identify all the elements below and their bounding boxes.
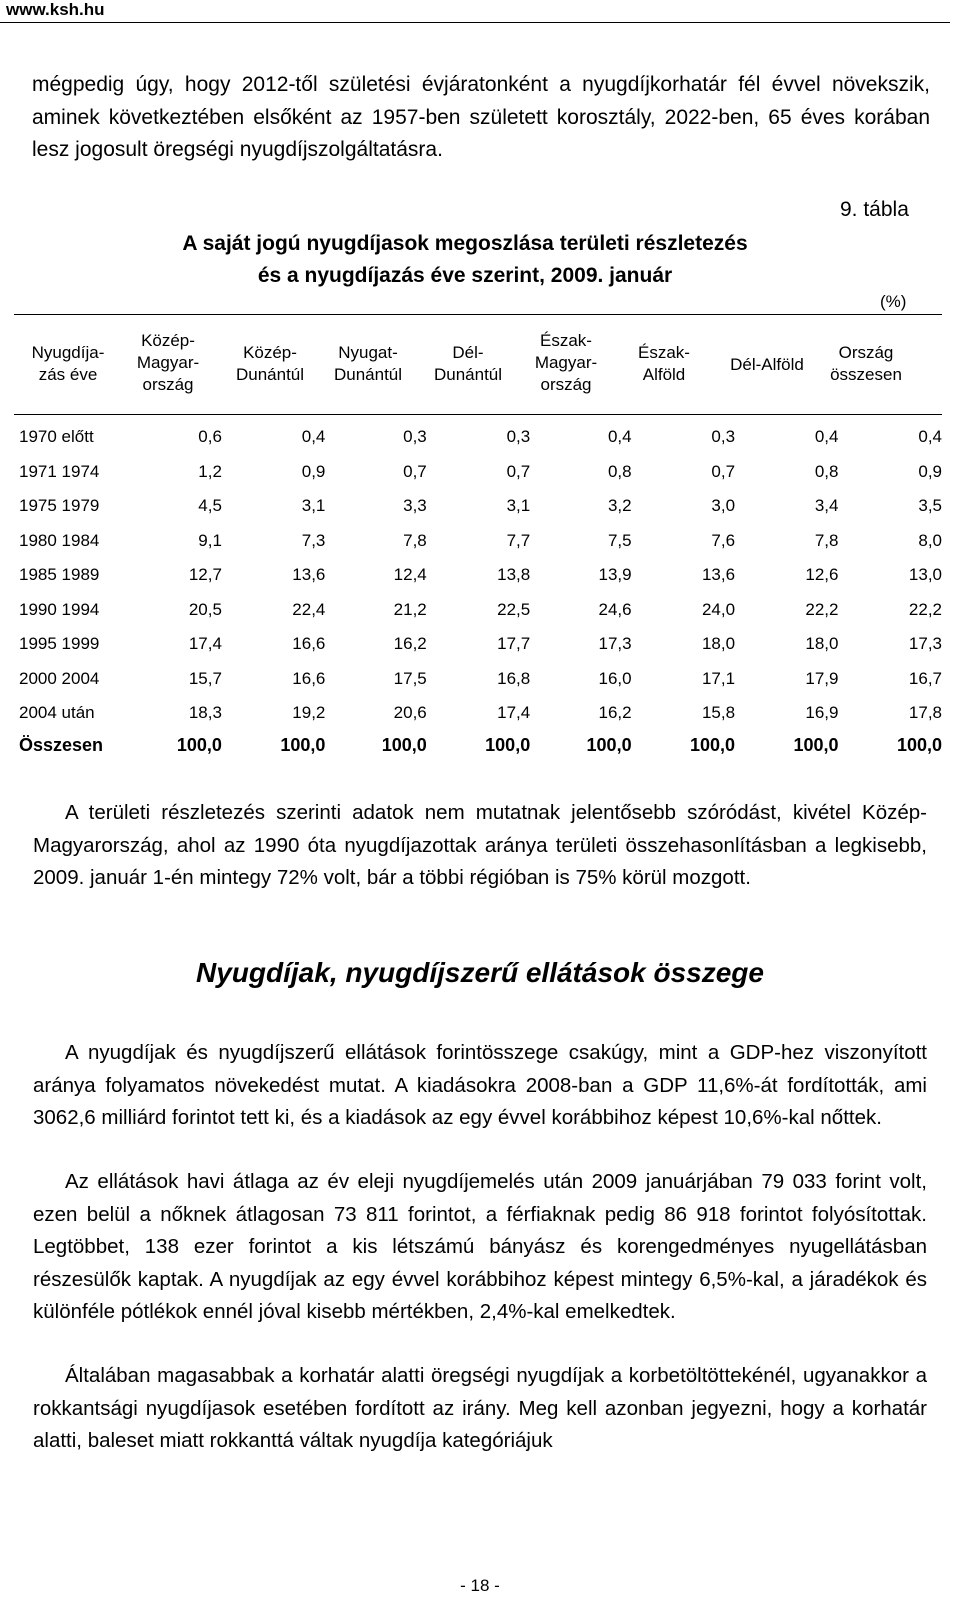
table-cell: 16,2: [598, 703, 632, 723]
row-label: Összesen: [19, 735, 104, 755]
table-cell: 15,8: [701, 703, 736, 723]
site-header: [0, 0, 950, 23]
table-cell: 15,7: [188, 668, 222, 688]
table-row: [14, 455, 942, 490]
table-cell: 24,0: [701, 599, 736, 619]
table-cell: 12,6: [805, 565, 839, 585]
table-cell: 0,6: [198, 427, 222, 447]
data-table: [14, 420, 942, 761]
table-cell: 0,3: [506, 427, 531, 447]
paragraph-3: Általában magasabbak a korhatár alatti öregségi nyugdíjak a korbetöltöttekénél, ugyanakkor a rokkantsági nyugdíjasok esetében fordított az irány. Meg kell azonban jegyezni, hogy a korhatár alatti, baleset miatt rokkanttá váltak nyugdíja kategóriájuk: [33, 1364, 927, 1452]
table-number: 9. tábla: [840, 198, 909, 221]
table-row: [14, 731, 942, 761]
table-cell: 8,0: [918, 530, 942, 550]
table-cell: 16,6: [292, 668, 326, 688]
table-cell: 17,8: [908, 703, 942, 723]
intro-paragraph: mégpedig úgy, hogy 2012-től születési évjáratonként a nyugdíjkorhatár fél évvel növekszik, aminek következtében elsőként az 1957-ben született korosztály, 2022-ben, 65 éves korában lesz jogosult öregségi nyugdíjszolgáltatásra.: [32, 73, 930, 161]
table-row: [14, 524, 942, 559]
table-cell: 17,3: [908, 634, 942, 654]
table-cell: 4,5: [198, 496, 222, 516]
table-cell: 17,5: [393, 668, 427, 688]
table-cell: 7,8: [814, 530, 839, 550]
table-cell: 20,6: [393, 703, 427, 723]
paragraph-2: Az ellátások havi átlaga az év eleji nyugdíjemelés után 2009 januárjában 79 033 forint volt, ezen belül a nőknek átlagosan 73 811 forintot, a férfiaknak pedig 86 918 forintot folyósítottak. Legtöbbet, 138 ezer forintot a kis létszámú bányász és korengedményes nyugellátásban részesülők kaptak. A nyugdíjak az egy évvel korábbihoz képest mintegy 6,5%-kal, a járadékok és különféle pótlékok ennél jóval kisebb mértékben, 2,4%-kal emelkedtek.: [33, 1170, 927, 1323]
table-cell: 3,1: [506, 496, 531, 516]
table-cell: 22,4: [292, 599, 326, 619]
table-cell: 100,0: [793, 735, 839, 755]
table-cell: 17,9: [805, 668, 839, 688]
table-cell: 100,0: [381, 735, 427, 755]
table-cell: 18,0: [805, 634, 839, 654]
table-cell: 12,7: [188, 565, 222, 585]
row-label: 2004 után: [19, 703, 95, 723]
table-title: [100, 228, 830, 292]
table-cell: 7,7: [506, 530, 531, 550]
table-cell: 13,8: [497, 565, 531, 585]
table-cell: 20,5: [188, 599, 222, 619]
table-cell: 17,4: [497, 703, 531, 723]
table-row: [14, 627, 942, 662]
table-cell: 0,9: [301, 461, 326, 481]
table-cell: 3,2: [607, 496, 632, 516]
table-cell: 13,0: [908, 565, 942, 585]
after-table-paragraph: A területi részletezés szerinti adatok nem mutatnak jelentősebb szóródást, kivétel Közép-Magyarország, ahol az 1990 óta nyugdíjazottak aránya területi összehasonlításban a legkisebb, 2009. január 1-én mintegy 72% volt, bár a többi régióban is 75% körül mozgott.: [33, 801, 927, 889]
col-head-eszak-alfold: Észak- Alföld: [638, 343, 690, 384]
table-cell: 3,3: [403, 496, 427, 516]
table-cell: 1,2: [198, 461, 222, 481]
table-cell: 0,3: [403, 427, 427, 447]
row-label: 1970 előtt: [19, 427, 94, 447]
row-label: 1975 1979: [19, 496, 100, 516]
table-cell: 7,5: [607, 530, 632, 550]
page-number: - 18 -: [460, 1576, 500, 1595]
table-cell: 16,6: [292, 634, 326, 654]
table-cell: 100,0: [176, 735, 222, 755]
table-cell: 16,7: [908, 668, 942, 688]
table-cell: 3,5: [918, 496, 942, 516]
table-cell: 100,0: [689, 735, 736, 755]
table-cell: 0,9: [918, 461, 942, 481]
col-head-kozep-dunantul: Közép- Dunántúl: [235, 343, 305, 384]
table-cell: 100,0: [586, 735, 632, 755]
table-cell: 0,7: [506, 461, 531, 481]
table-cell: 7,6: [711, 530, 736, 550]
table-cell: 9,1: [198, 530, 222, 550]
table-cell: 7,3: [301, 530, 326, 550]
table-header-rule: [14, 414, 942, 415]
col-head-del-alfold: Dél-Alföld: [730, 355, 804, 374]
table-cell: 0,7: [711, 461, 736, 481]
table-cell: 19,2: [292, 703, 326, 723]
table-cell: 100,0: [896, 735, 942, 755]
table-cell: 17,3: [598, 634, 632, 654]
row-label: 1980 1984: [19, 530, 100, 550]
table-cell: 0,7: [403, 461, 427, 481]
table-row: [14, 593, 942, 628]
table-cell: 13,6: [701, 565, 736, 585]
table-cell: 22,2: [805, 599, 839, 619]
table-cell: 0,4: [301, 427, 326, 447]
table-cell: 0,4: [814, 427, 839, 447]
col-head-year: Nyugdíja- zás éve: [31, 343, 105, 384]
col-head-orszag-osszesen: Ország összesen: [830, 343, 902, 384]
table-title-line1: A saját jogú nyugdíjasok megoszlása területi részletezés: [182, 232, 748, 255]
table-cell: 3,4: [814, 496, 839, 516]
table-cell: 18,3: [188, 703, 222, 723]
table-cell: 13,9: [598, 565, 632, 585]
row-label: 1990 1994: [19, 599, 100, 619]
row-label: 1985 1989: [19, 565, 100, 585]
table-cell: 24,6: [598, 599, 632, 619]
table-cell: 13,6: [292, 565, 326, 585]
table-body: [14, 420, 942, 761]
table-cell: 16,0: [598, 668, 632, 688]
table-row: [14, 662, 942, 697]
row-label: 1971 1974: [19, 461, 100, 481]
col-head-eszak-magyarorszag: Észak- Magyar- ország: [534, 331, 598, 394]
table-cell: 18,0: [701, 634, 736, 654]
table-cell: 17,4: [188, 634, 222, 654]
table-cell: 16,9: [805, 703, 839, 723]
table-cell: 0,4: [607, 427, 632, 447]
table-cell: 22,5: [497, 599, 531, 619]
table-cell: 22,2: [908, 599, 942, 619]
row-label: 2000 2004: [19, 668, 100, 688]
table-row: [14, 420, 942, 455]
table-title-line2: és a nyugdíjazás éve szerint, 2009. január: [257, 264, 673, 287]
col-head-del-dunantul: Dél- Dunántúl: [433, 343, 503, 384]
table-cell: 0,4: [918, 427, 942, 447]
section-heading: Nyugdíjak, nyugdíjszerű ellátások összege: [196, 957, 764, 988]
row-label: 1995 1999: [19, 634, 100, 654]
table-row: [14, 696, 942, 731]
table-cell: 0,8: [814, 461, 839, 481]
table-cell: 0,8: [607, 461, 632, 481]
table-cell: 3,0: [711, 496, 736, 516]
table-cell: 12,4: [393, 565, 427, 585]
site-link[interactable]: www.ksh.hu: [6, 0, 105, 19]
table-cell: 17,1: [701, 668, 736, 688]
paragraph-1: A nyugdíjak és nyugdíjszerű ellátások forintösszege csakúgy, mint a GDP-hez viszonyított aránya folyamatos növekedést mutat. A kiadásokra 2008-ban a GDP 11,6%-át fordították, ami 3062,6 milliárd forintot tett ki, és a kiadások az egy évvel korábbihoz képest 10,6%-kal nőttek.: [33, 1041, 927, 1129]
table-top-rule: [14, 314, 942, 315]
table-row: [14, 558, 942, 593]
table-cell: 100,0: [485, 735, 531, 755]
col-head-nyugat-dunantul: Nyugat- Dunántúl: [333, 343, 403, 384]
table-cell: 17,7: [497, 634, 531, 654]
table-unit: (%): [880, 292, 907, 311]
table-row: [14, 489, 942, 524]
table-cell: 100,0: [280, 735, 326, 755]
table-cell: 16,8: [497, 668, 531, 688]
table-cell: 21,2: [393, 599, 427, 619]
table-cell: 0,3: [711, 427, 736, 447]
table-cell: 7,8: [403, 530, 427, 550]
table-cell: 3,1: [301, 496, 326, 516]
col-head-kozep-magyarorszag: Közép- Magyar- ország: [136, 331, 200, 394]
table-cell: 16,2: [393, 634, 427, 654]
